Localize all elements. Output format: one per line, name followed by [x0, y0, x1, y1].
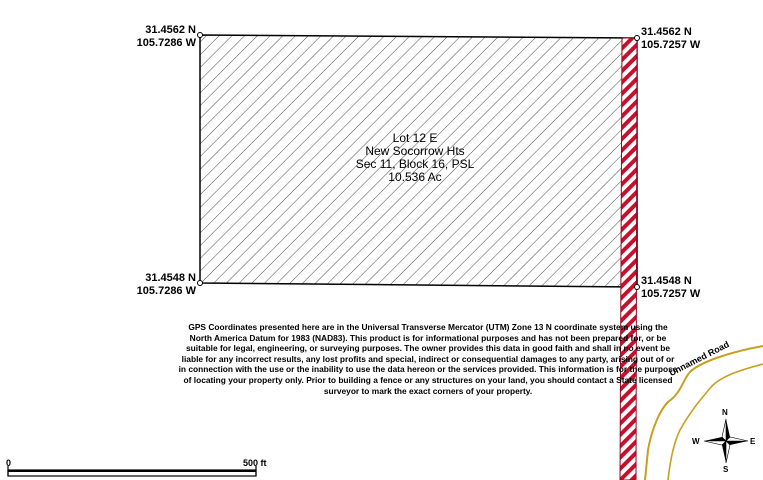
corner-marker-top-left [198, 33, 203, 38]
section-block: Sec 11, Block 16, PSL [355, 157, 475, 171]
corner-marker-bottom-right [635, 285, 640, 290]
lat-label: 31.4562 N [641, 26, 692, 38]
lon-label: 105.7257 W [641, 288, 701, 300]
lot-acreage: 10.536 Ac [388, 170, 442, 184]
lat-label: 31.4548 N [641, 275, 692, 287]
lat-label: 31.4562 N [145, 24, 196, 36]
lon-label: 105.7286 W [136, 285, 196, 297]
coord-top-right [641, 26, 741, 52]
compass-rose [704, 419, 748, 463]
lon-label: 105.7286 W [136, 37, 196, 49]
compass-south: S [723, 465, 729, 474]
easement-strip [620, 38, 637, 480]
disclaimer-text: GPS Coordinates presented here are in the Universal Transverse Mercator (UTM) Zone 13 N coordinate system using the North America Datum for 1983 (NAD83). This product is for informational purposes and has not been prepared for, or be suitable for legal, engineering, or surveying purposes. The owner provides this data in good faith and shall in no event be liable for any incorrect results, any lost profits and special, indirect or consequential damages to any party, arising out of or in connection with the use or the inability to use the data hereon or the services provided. This information is for the purpose of locating your property only. Prior to building a fence or any structures on your land, you should contact a State licensed surveyor to mark the exact corners of your property. [178, 322, 678, 396]
lon-label: 105.7257 W [641, 39, 701, 51]
coord-top-left [118, 24, 196, 50]
compass-east: E [750, 437, 756, 446]
corner-marker-top-right [635, 36, 640, 41]
lot-number: Lot 12 E [392, 131, 438, 145]
scale-start-label: 0 [6, 458, 12, 468]
lat-label: 31.4548 N [145, 272, 196, 284]
compass-west: W [692, 437, 700, 446]
subdivision-name: New Socorrow Hts [365, 144, 465, 158]
road-line-edge [668, 364, 763, 480]
scale-bar [8, 466, 256, 476]
compass-north: N [722, 408, 728, 417]
corner-marker-bottom-left [198, 281, 203, 286]
road-label: Unnamed Road [667, 339, 731, 378]
scale-end-label: 500 ft [243, 458, 267, 468]
coord-bottom-left [118, 272, 196, 298]
coord-bottom-right [641, 275, 741, 301]
lot-label [330, 132, 500, 184]
